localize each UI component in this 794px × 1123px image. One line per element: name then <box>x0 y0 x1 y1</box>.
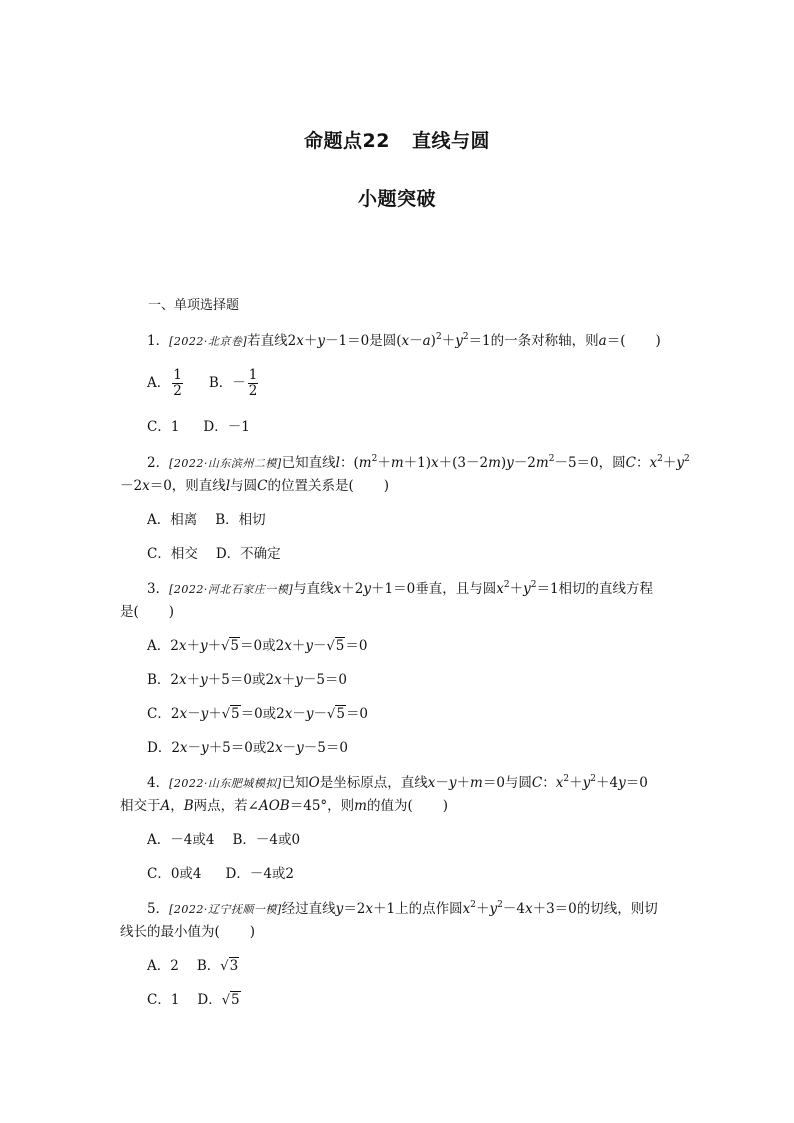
q3-option-c-label: C． <box>147 706 171 722</box>
question-4-options-cd <box>147 865 294 883</box>
question-3-option-b: B．2x＋y＋5＝0或2x＋y－5＝0 <box>147 672 348 688</box>
q5-option-c: C．1 <box>147 992 180 1008</box>
q3-option-b-label: B． <box>147 672 171 688</box>
q3-option-a-label: A． <box>147 638 171 654</box>
question-4-options-ab <box>147 831 300 849</box>
q5-option-d-sqrt: √5 <box>221 992 240 1008</box>
q4-number: 4． <box>147 775 170 791</box>
q3-number: 3． <box>147 581 170 597</box>
question-3-stem: 3．[2022·河北石家庄一模]与直线x＋2y＋1＝0垂直，且与圆$x^2+y^2=1$相切的直线方程 <box>147 580 654 597</box>
question-3-option-c: C．2x－y＋√5＝0或2x－y－√5＝0 <box>147 706 369 722</box>
question-5-stem: 5．[2022·辽宁抚顺一模]经过直线y＝2x＋1上的点作圆$x^2+y^2-4x+3=0$的切线，则切 <box>147 900 658 917</box>
question-1-options-cd <box>147 418 250 436</box>
section-heading: 一、单项选择题 <box>148 298 240 313</box>
question-3-option-d: D．2x－y＋5＝0或2x－y－5＝0 <box>147 740 348 756</box>
question-5-options-ab <box>147 957 239 976</box>
title-prefix: 命题点22 <box>304 130 390 152</box>
question-2-stem-cont: －2x＝0，则直线l与圆C的位置关系是( ) <box>120 478 390 494</box>
question-3-option-a: A．2x＋y＋√5＝0或2x＋y－√5＝0 <box>147 638 368 654</box>
title-main: 直线与圆 <box>411 130 490 152</box>
q2-option-d: D．不确定 <box>215 546 281 562</box>
q1-number: 1． <box>147 333 170 349</box>
q1-option-c: C．1 <box>147 419 180 435</box>
q1-option-b-label: B． <box>208 375 233 391</box>
q2-option-b: B．相切 <box>215 512 266 528</box>
q4-source: [2022·山东肥城模拟] <box>169 777 282 790</box>
question-4-stem: 4．[2022·山东肥城模拟]已知O是坐标原点，直线x－y＋m＝0与圆C：$x^2+y^2+4y=0$ <box>147 774 648 791</box>
q1-option-d: D．－1 <box>203 419 250 435</box>
q2-option-a: A．相离 <box>147 512 198 528</box>
question-2-options-cd <box>147 545 281 563</box>
question-3-stem-cont: 是( ) <box>120 604 175 620</box>
question-5-options-cd <box>147 991 241 1010</box>
q5-option-b-sqrt: √3 <box>220 958 239 974</box>
q5-option-a: A．2 <box>147 958 179 974</box>
question-1-options-ab: A． $\frac{1}{2}$ B．－ $\frac{1}{2}$ <box>147 367 258 399</box>
q3-option-d-label: D． <box>147 740 172 756</box>
q2-option-c: C．相交 <box>147 546 198 562</box>
q1-option-a-fraction: $\frac{1}{2}$ <box>173 367 182 399</box>
q4-option-c: C．0或4 <box>147 866 202 882</box>
question-2-options-ab <box>147 511 266 529</box>
page-subtitle: 小题突破 <box>357 188 436 210</box>
question-5-stem-cont: 线长的最小值为( ) <box>120 924 256 940</box>
q3-source: [2022·河北石家庄一模] <box>169 583 294 596</box>
question-1-stem: 1．[2022·北京卷]若直线2x＋y－1＝0是圆$(x-a)^2+y^2=1$的一条对称轴，则a＝( ) <box>147 332 661 349</box>
q1-option-b-fraction: $\frac{1}{2}$ <box>248 367 258 399</box>
q5-source: [2022·辽宁抚顺一模] <box>169 903 282 916</box>
q4-option-d: D．－4或2 <box>225 866 295 882</box>
q4-option-b: B．－4或0 <box>232 832 301 848</box>
q2-source: [2022·山东滨州二模] <box>169 457 282 470</box>
question-2-stem: 2．[2022·山东滨州二模]已知直线l：$(m^2+m+1)x+(3-2m)y-2m^2-5=0$，圆C：$x^2+y^2$ <box>147 454 690 471</box>
q2-number: 2． <box>147 455 170 471</box>
q5-option-b-label: B． <box>196 958 221 974</box>
q1-option-a-label: A． <box>147 375 171 391</box>
question-4-stem-cont: 相交于A，B两点，若∠AOB＝45°，则m的值为( ) <box>120 798 449 814</box>
q5-option-d-label: D． <box>197 992 222 1008</box>
q1-source: [2022·北京卷] <box>169 335 248 348</box>
q5-number: 5． <box>147 901 170 917</box>
page-title <box>0 126 794 153</box>
q4-option-a: A．－4或4 <box>147 832 215 848</box>
